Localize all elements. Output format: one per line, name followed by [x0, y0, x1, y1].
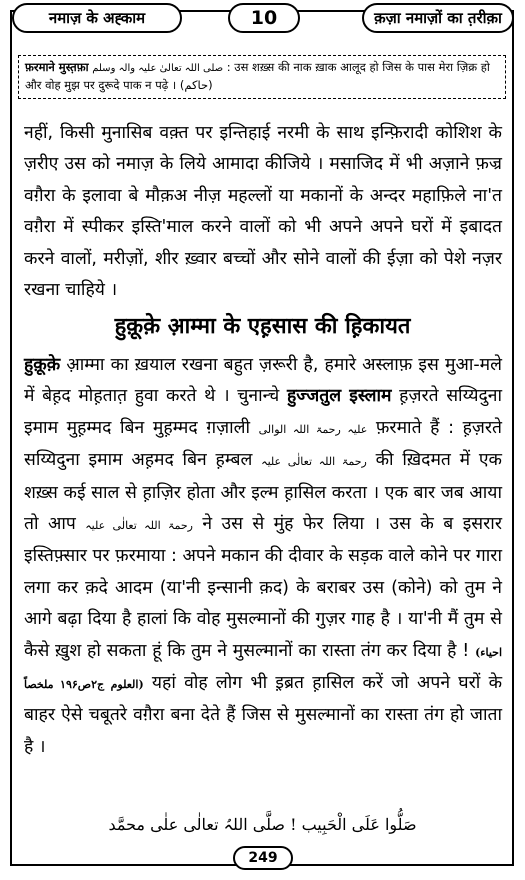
- section-heading: हुक़ूक़े आ़म्मा के एह़सास की ह़िकायत: [114, 314, 411, 339]
- para2-text-3: फ़रमाते हैं : ह़ज़रते सय्यिदुना इमाम अह़मद बिन ह़म्बल: [24, 417, 502, 471]
- notice-honorific: صلی اللہ تعالیٰ علیہ والہ وسلم: [92, 63, 224, 74]
- para2-text-6: यहां वोह लोग भी इ़ब्रत ह़ासिल करें जो अपने घरों के बाहर ऐसे चबूतरे वग़ैरा बना देते हैं जिस से मुसल्मानों का रास्ता तंग हो जाता है ।: [24, 673, 503, 757]
- para2-text-5: ने उस से मुंह फेर लिया । उस के ब इसरार इस्तिफ़्सार पर फ़रमाया : अपने मकान की दीवार के सड़क वाले कोने पर गारा लगा कर क़दे आदम (या'नी इन्सानी क़द) के बराबर उस (कोने) को तुम ने आगे बढ़ा दिया है हालां कि वोह मुसल्मानों की गुज़र गाह है । या'नी मैं तुम से कैसे ख़ुश हो सकता हूं कि तुम ने मुसल्मानों का रास्ता तंग कर दिया है !: [24, 514, 502, 661]
- para2-text-4: की ख़िदमत में एक शख़्स कई साल से ह़ाज़िर होता और इल्म ह़ासिल करता । एक बार जब आया तो आप: [24, 450, 502, 535]
- bold-start: हुक़ूक़े: [24, 355, 61, 375]
- notice-label: फ़रमाने मुस्त़फ़ा: [25, 60, 89, 74]
- honorific-2: رحمۃ اللہ تعالٰی علیہ: [261, 455, 367, 469]
- header-page-number: 10: [228, 3, 300, 33]
- closing-salutation: صَلُّوا عَلَی الْحَبِیب ! صلَّی اللہُ تعالٰی علٰی محمَّد: [108, 815, 417, 834]
- hadith-notice-box: [18, 55, 506, 99]
- header-chapter-title: क़ज़ा नमाज़ों का त़रीक़ा: [362, 3, 514, 33]
- header-book-title: नमाज़ के अह्काम: [12, 3, 182, 33]
- paragraph-2: [24, 350, 502, 763]
- honorific-1: علیہ رحمۃ اللہ الوالی: [258, 422, 368, 436]
- paragraph-1: नहीं, किसी मुनासिब वक़्त पर इन्तिहाई नरमी के साथ इन्फ़िरादी कोशिश के ज़रीए उस को नमाज़ के लिये आमादा कीजिये । मसाजिद में भी अज़ाने फ़ज्र वग़ैरा के इलावा बे मौक़अ नीज़ महल्लों या मकानों के अन्दर महाफ़िले ना'त वग़ैरा में स्पीकर इस्ति'माल करने वालों को भी अपने अपने घरों में इबादत करने वालों, मरीज़ों, शीर ख़्वार बच्चों और सोने वालों की ईज़ा को पेशे नज़र रखना चाहिये ।: [24, 123, 502, 301]
- bold-title: हुज्जतुल इस्लाम: [286, 386, 392, 407]
- honorific-3: رحمۃ اللہ تعالٰی علیہ: [85, 519, 193, 533]
- para2-text-2: ह़ज़रते सय्यिदुना इमाम मुह़म्मद बिन मुह़म्मद ग़ज़ाली: [24, 386, 503, 438]
- para2-text-1: आ़म्मा का ख़याल रखना बहुत ज़रूरी है, हमारे अस्लाफ़ इस मुआ-मले में बेह़द मोह़तात़ हुवा करते थे । चुनान्चे: [24, 355, 502, 407]
- footer-page-number: 249: [233, 846, 293, 870]
- reference-citation: (احیاء العلوم ج۲ص۱۹۶ ملخصاً): [24, 645, 502, 692]
- notice-text: : उस शख़्स की नाक ख़ाक आलूद हो जिस के पास मेरा ज़िक्र हो और वोह मुझ पर दुरूदे पाक न पढ़े । (حاکم): [25, 60, 490, 92]
